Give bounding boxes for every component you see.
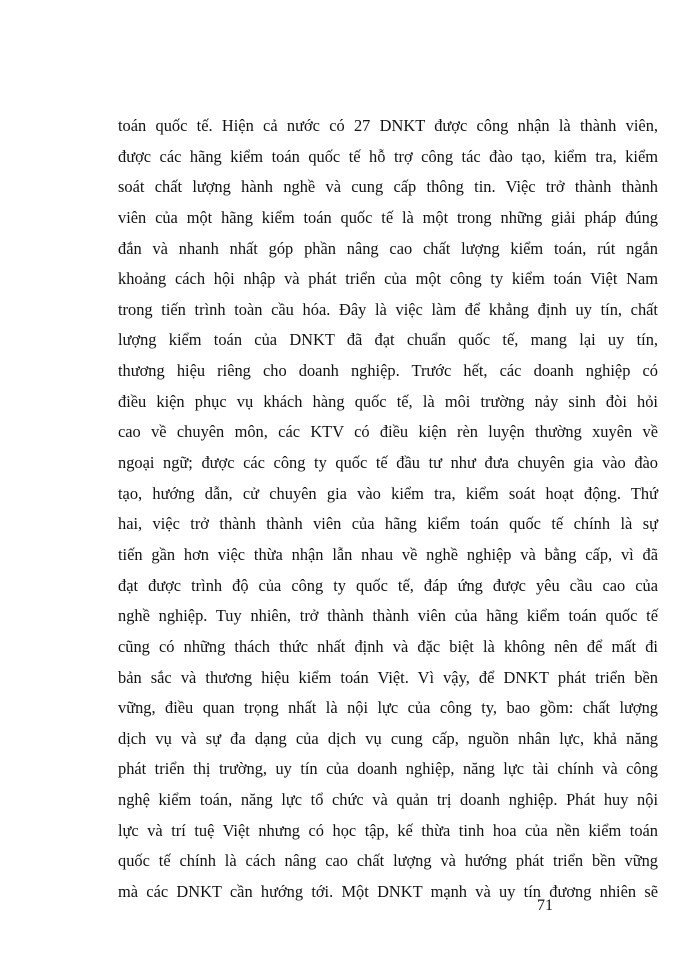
text-line: toán quốc tế. Hiện cả nước có 27 DNKT được công nhận là thành viên, [118, 116, 658, 135]
text-line: phát triển thị trường, uy tín của doanh nghiệp, năng lực tài chính và công [118, 759, 658, 779]
text-line: vững, điều quan trọng nhất là nội lực của công ty, bao gồm: chất lượng [118, 698, 658, 718]
text-line: lượng kiểm toán của DNKT đã đạt chuẩn quốc tế, mang lại uy tín, [118, 330, 658, 350]
text-line: được các hãng kiểm toán quốc tế hỗ trợ công tác đào tạo, kiểm tra, kiểm [118, 146, 658, 166]
text-line: bản sắc và thương hiệu kiểm toán Việt. Vì vậy, để DNKT phát triển bền [118, 667, 658, 687]
page-number: 71 [537, 897, 553, 914]
text-line: mà các DNKT cần hướng tới. Một DNKT mạnh và uy tín đương nhiên sẽ [118, 882, 658, 902]
body-paragraph [118, 111, 658, 908]
text-line: dịch vụ và sự đa dạng của dịch vụ cung cấp, nguồn nhân lực, khả năng [118, 728, 658, 748]
text-line: cũng có những thách thức nhất định và đặc biệt là không nên để mất đi [118, 636, 658, 656]
text-line: viên của một hãng kiểm toán quốc tế là một trong những giải pháp đúng [118, 207, 658, 227]
text-line: lực và trí tuệ Việt nhưng có học tập, kế thừa tinh hoa của nền kiểm toán [118, 820, 658, 840]
text-line: đắn và nhanh nhất góp phần nâng cao chất lượng kiểm toán, rút ngắn [118, 238, 658, 258]
text-line: trong tiến trình toàn cầu hóa. Đây là việc làm để khẳng định uy tín, chất [118, 299, 658, 319]
text-line: thương hiệu riêng cho doanh nghiệp. Trước hết, các doanh nghiệp có [118, 361, 658, 381]
text-line: nghệ kiểm toán, năng lực tổ chức và quản trị doanh nghiệp. Phát huy nội [118, 790, 658, 810]
text-line: quốc tế chính là cách nâng cao chất lượng và hướng phát triển bền vững [118, 851, 658, 871]
text-line: điều kiện phục vụ khách hàng quốc tế, là môi trường nảy sinh đòi hỏi [118, 391, 658, 411]
text-line: tạo, hướng dẫn, cử chuyên gia vào kiểm tra, kiểm soát hoạt động. Thứ [118, 483, 658, 503]
text-line: khoảng cách hội nhập và phát triển của một công ty kiểm toán Việt Nam [118, 269, 658, 289]
text-line: hai, việc trở thành thành viên của hãng kiểm toán quốc tế chính là sự [118, 514, 658, 534]
text-line: đạt được trình độ của công ty quốc tế, đáp ứng được yêu cầu cao của [118, 575, 658, 595]
text-line: soát chất lượng hành nghề và cung cấp thông tin. Việc trở thành thành [118, 177, 658, 197]
text-line: ngoại ngữ; được các công ty quốc tế đầu tư như đưa chuyên gia vào đào [118, 453, 658, 473]
text-line: cao về chuyên môn, các KTV có điều kiện rèn luyện thường xuyên về [118, 422, 658, 442]
text-line: nghề nghiệp. Tuy nhiên, trở thành thành viên của hãng kiểm toán quốc tế [118, 606, 658, 626]
text-line: tiến gần hơn việc thừa nhận lẫn nhau về nghề nghiệp và bằng cấp, vì đã [118, 544, 658, 564]
